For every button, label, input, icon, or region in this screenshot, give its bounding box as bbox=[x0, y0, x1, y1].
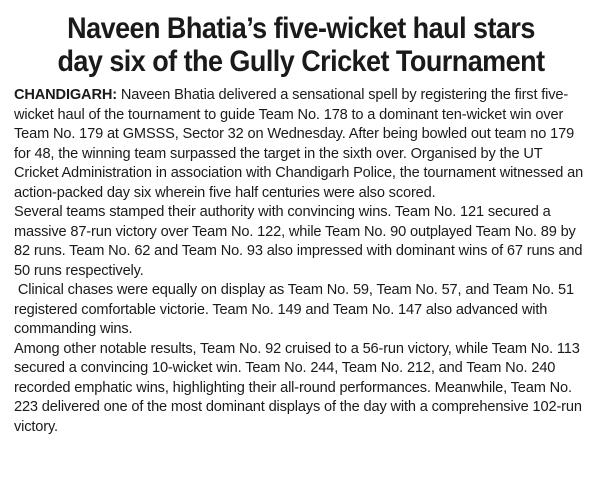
paragraph-1 bbox=[14, 86, 588, 203]
article-body bbox=[14, 86, 588, 437]
paragraph-1-text: Naveen Bhatia delivered a sensational spell by registering the first five-wicket haul of the tournament to guide Team No. 178 to a dominant ten-wicket win over Team No. 179 at GMSSS, Sector 32 on Wednesday. After being bowled out team no 179 for 48, the winning team surpassed the target in the sixth over. Organised by the UT Cricket Administration in association with Chandigarh Police, the tournament witnessed an action-packed day six wherein five half centuries were also scored. bbox=[14, 87, 584, 201]
dateline: CHANDIGARH: bbox=[14, 87, 117, 103]
paragraph-3: Clinical chases were equally on display as Team No. 59, Team No. 57, and Team No. 51 registered comfortable victorie. Team No. 149 and Team No. 147 also advanced with commanding wins. bbox=[14, 282, 578, 337]
headline: Naveen Bhatia’s five-wicket haul stars day six of the Gully Cricket Tournament bbox=[57, 12, 545, 78]
paragraph-4: Among other notable results, Team No. 92 cruised to a 56-run victory, while Team No. 113 secured a convincing 10-wicket win. Team No. 244, Team No. 212, and Team No. 240 recorded emphatic wins, highlighting their all-round performances. Meanwhile, Team No. 223 delivered one of the most dominant displays of the day with a comprehensive 102-run victory. bbox=[14, 340, 582, 435]
paragraph-2: Several teams stamped their authority with convincing wins. Team No. 121 secured a massive 87-run victory over Team No. 122, while Team No. 90 outplayed Team No. 89 by 82 runs. Team No. 62 and Team No. 93 also impressed with dominant wins of 67 runs and 50 runs respectively. bbox=[14, 204, 583, 279]
